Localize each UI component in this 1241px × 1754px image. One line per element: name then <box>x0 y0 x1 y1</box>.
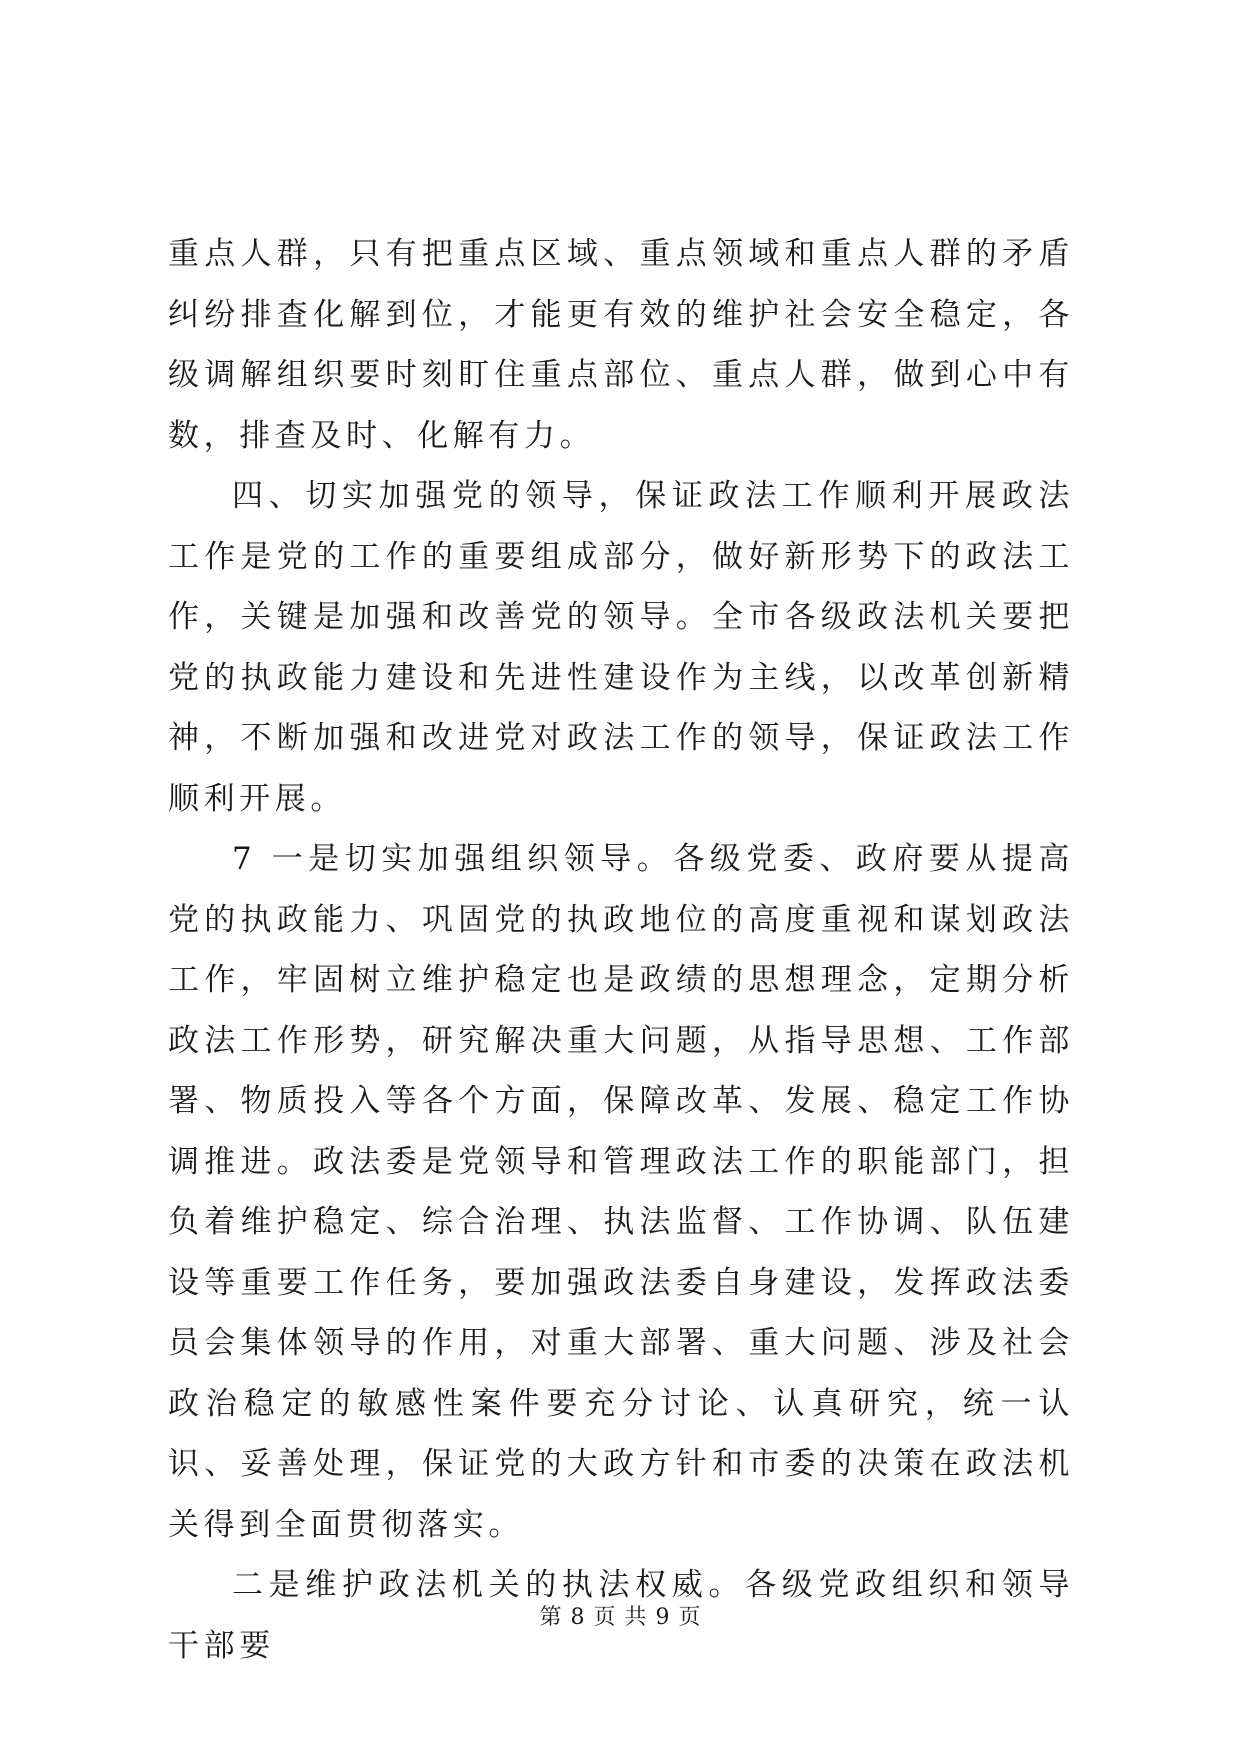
body-text <box>168 224 1074 1676</box>
paragraph-point-one: 7 一是切实加强组织领导。各级党委、政府要从提高党的执政能力、巩固党的执政地位的高度重视和谋划政法工作，牢固树立维护稳定也是政绩的思想理念，定期分析政法工作形势，研究解决重大问题，从指导思想、工作部署、物质投入等各个方面，保障改革、发展、稳定工作协调推进。政法委是党领导和管理政法工作的职能部门，担负着维护稳定、综合治理、执法监督、工作协调、队伍建设等重要工作任务，要加强政法委自身建设，发挥政法委员会集体领导的作用，对重大部署、重大问题、涉及社会政治稳定的敏感性案件要充分讨论、认真研究，统一认识、妥善处理，保证党的大政方针和市委的决策在政法机关得到全面贯彻落实。 <box>168 841 1074 1543</box>
paragraph-continuation: 重点人群，只有把重点区域、重点领域和重点人群的矛盾纠纷排查化解到位，才能更有效的维护社会安全稳定，各级调解组织要时刻盯住重点部位、重点人群，做到心中有数，排查及时、化解有力。 <box>168 236 1074 454</box>
paragraph-section-four: 四、切实加强党的领导，保证政法工作顺利开展政法工作是党的工作的重要组成部分，做好新形势下的政法工作，关键是加强和改善党的领导。全市各级政法机关要把党的执政能力建设和先进性建设作为主线，以改革创新精神，不断加强和改进党对政法工作的领导，保证政法工作顺利开展。 <box>168 478 1074 817</box>
page-number-footer: 第 8 页 共 9 页 <box>539 1605 702 1630</box>
paragraph-point-two: 二是维护政法机关的执法权威。各级党政组织和领导干部要 <box>168 1567 1074 1664</box>
